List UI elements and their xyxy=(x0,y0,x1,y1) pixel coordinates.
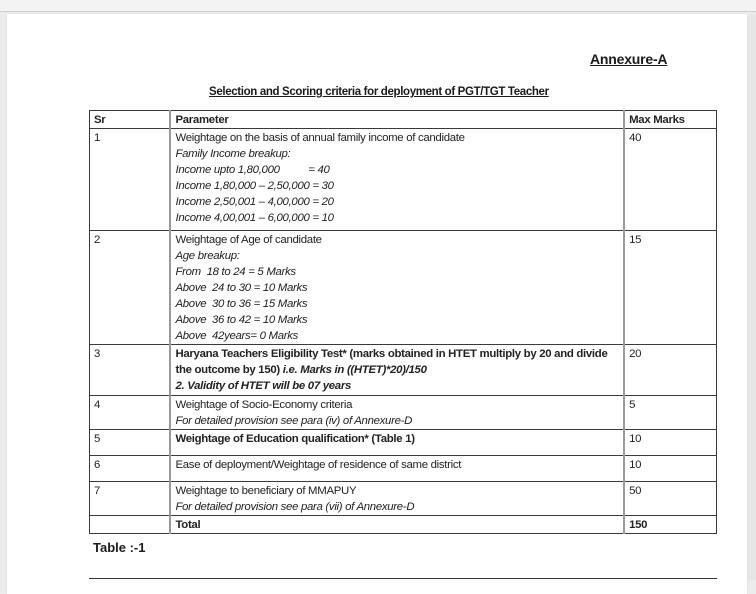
table-row xyxy=(90,482,717,516)
total-max-marks: 150 xyxy=(624,516,716,534)
header-max-marks: Max Marks xyxy=(624,111,716,129)
cell-max-marks: 40 xyxy=(624,129,716,231)
parameter-detail: Above 30 to 36 = 15 Marks xyxy=(175,298,308,310)
header-parameter: Parameter xyxy=(170,111,624,129)
parameter-formula: i.e. Marks in ((HTET)*20)/150 xyxy=(279,364,427,376)
parameter-detail: From 18 to 24 = 5 Marks xyxy=(175,266,296,278)
annexure-label: Annexure-A xyxy=(590,51,668,67)
total-label: Total xyxy=(170,516,624,534)
scoring-criteria-table xyxy=(89,110,717,534)
cell-parameter xyxy=(170,231,624,345)
table-row xyxy=(90,129,717,231)
parameter-detail: Income 4,00,001 – 6,00,000 = 10 xyxy=(175,212,334,224)
viewer-top-bar xyxy=(0,0,756,12)
viewer-scroll-edge[interactable] xyxy=(748,14,756,580)
parameter-heading: Weightage of Age of candidate xyxy=(175,234,322,246)
cell-parameter xyxy=(170,456,624,482)
parameter-heading: Weightage of Education qualification* (Table 1) xyxy=(175,433,415,445)
parameter-detail: Income upto 1,80,000 = 40 xyxy=(175,164,330,176)
parameter-heading: Haryana Teachers Eligibility Test* (marks obtained in HTET multiply by 20 and divide the outcome by 150) xyxy=(175,348,608,376)
parameter-heading: Weightage of Socio-Economy criteria xyxy=(175,399,353,411)
cell-max-marks: 20 xyxy=(624,345,716,396)
parameter-detail: Above 42years= 0 Marks xyxy=(175,330,299,342)
cell-sr: 6 xyxy=(90,456,171,482)
cell-parameter xyxy=(170,129,624,231)
parameter-detail: Above 24 to 30 = 10 Marks xyxy=(175,282,308,294)
cell-sr: 4 xyxy=(90,396,171,430)
cell-sr: 2 xyxy=(90,231,171,345)
parameter-heading: Weightage to beneficiary of MMAPUY xyxy=(175,485,357,497)
cell-sr: 1 xyxy=(90,129,171,231)
table-row xyxy=(90,345,717,396)
cell-parameter xyxy=(170,396,624,430)
cell-max-marks: 50 xyxy=(624,482,716,516)
cell-sr: 7 xyxy=(90,482,171,516)
table-row xyxy=(90,396,717,430)
cell-max-marks: 10 xyxy=(624,430,716,456)
cell-sr: 3 xyxy=(90,345,171,396)
parameter-detail: Family Income breakup: xyxy=(175,148,291,160)
cell-parameter xyxy=(170,482,624,516)
table-row xyxy=(90,456,717,482)
table-row xyxy=(90,430,717,456)
parameter-heading: Ease of deployment/Weightage of residence of same district xyxy=(175,459,462,471)
cell-sr xyxy=(90,516,171,534)
parameter-heading: Weightage on the basis of annual family income of candidate xyxy=(175,132,465,144)
parameter-detail: Age breakup: xyxy=(175,250,240,262)
header-sr: Sr xyxy=(90,111,171,129)
table-total-row xyxy=(90,516,717,534)
cell-max-marks: 15 xyxy=(624,231,716,345)
cell-max-marks: 10 xyxy=(624,456,716,482)
horizontal-rule xyxy=(89,578,717,579)
table-caption: Table :-1 xyxy=(93,540,146,555)
cell-max-marks: 5 xyxy=(624,396,716,430)
table-header-row xyxy=(90,111,717,129)
parameter-detail: For detailed provision see para (iv) of Annexure-D xyxy=(175,415,413,427)
cell-sr: 5 xyxy=(90,430,171,456)
table-row xyxy=(90,231,717,345)
parameter-detail: Income 1,80,000 – 2,50,000 = 30 xyxy=(175,180,334,192)
document-title: Selection and Scoring criteria for deployment of PGT/TGT Teacher xyxy=(209,86,549,98)
parameter-detail: Income 2,50,001 – 4,00,000 = 20 xyxy=(175,196,334,208)
parameter-detail: Above 36 to 42 = 10 Marks xyxy=(175,314,308,326)
parameter-detail: 2. Validity of HTET will be 07 years xyxy=(175,380,351,392)
parameter-detail: For detailed provision see para (vii) of Annexure-D xyxy=(175,501,415,513)
cell-parameter xyxy=(170,345,624,396)
cell-parameter xyxy=(170,430,624,456)
